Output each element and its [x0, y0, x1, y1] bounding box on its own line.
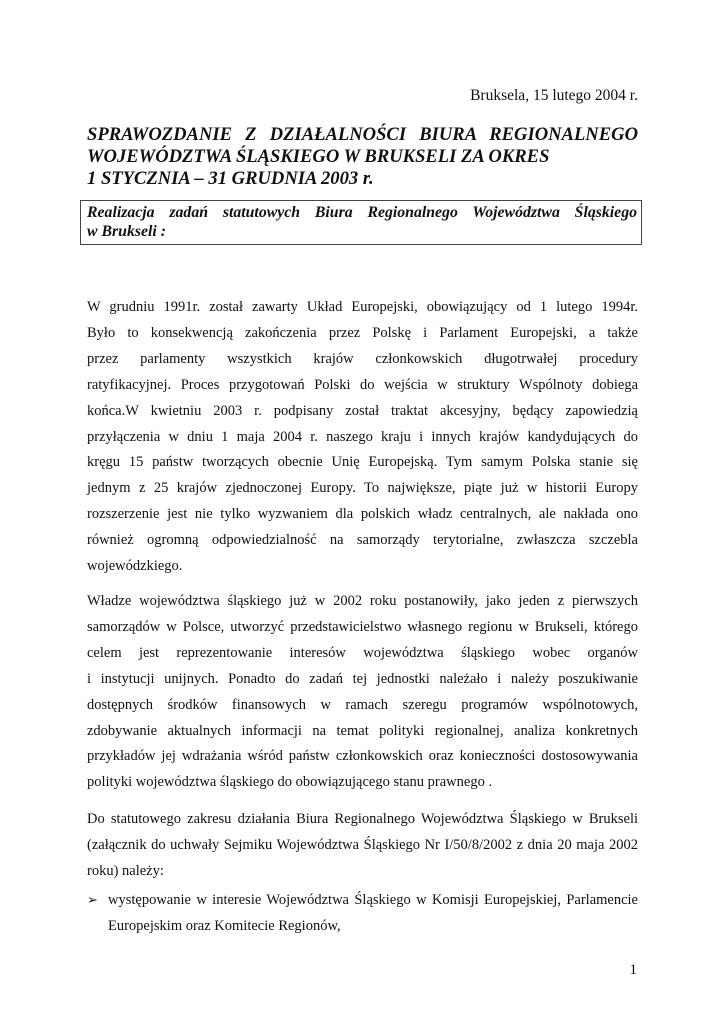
paragraph-line: ratyfikacyjnej. Proces przygotowań Polski do wejścia w struktury Wspólnoty dobiega [87, 376, 638, 393]
paragraph-line: i instytucji unijnych. Ponadto do zadań tej jednostki należało i należy poszukiwanie [87, 670, 638, 687]
paragraph-line: końca.W kwietniu 2003 r. podpisany został traktat akcesyjny, będący zapowiedzią [87, 402, 638, 419]
bullet-text [108, 887, 638, 939]
paragraph-line: jednym z 25 krajów zjednoczonej Europy. To największe, piąte już w historii Europy [87, 480, 638, 497]
title-line: WOJEWÓDZTWA ŚLĄSKIEGO W BRUKSELI ZA OKRES [87, 146, 550, 167]
paragraph-regional-office [87, 589, 638, 796]
paragraph-line: kręgu 15 państw tworzących obecnie Unię Europejską. Tym samym Polska stanie się [87, 454, 638, 471]
bullet-list-item [87, 887, 638, 939]
paragraph-line: celem jest reprezentowanie interesów województwa śląskiego wobec organów [87, 644, 638, 661]
document-date: Bruksela, 15 lutego 2004 r. [470, 87, 638, 104]
paragraph-line: dostępnych środków finansowych w ramach szeregu programów wspólnotowych, [87, 696, 638, 713]
paragraph-line: przez parlamenty wszystkich krajów członkowskich długotrwałej procedury [87, 350, 638, 367]
arrow-bullet-icon: ➢ [87, 892, 98, 907]
bullet-line: występowanie w interesie Województwa Śląskiego w Komisji Europejskiej, Parlamencie [108, 892, 638, 908]
paragraph-line: polityki województwa śląskiego do obowiązującego stanu prawnego . [87, 774, 493, 791]
bullet-line: Europejskim oraz Komitecie Regionów, [108, 918, 341, 934]
section-heading-box [80, 200, 642, 245]
title-line: 1 STYCZNIA – 31 GRUDNIA 2003 r. [87, 168, 374, 189]
paragraph-line: rozszerzenie jest nie tylko wyzwaniem dla polskich władz centralnych, ale nakłada ono [87, 506, 638, 523]
paragraph-line: samorządów w Polsce, utworzyć przedstawicielstwo własnego regionu w Brukseli, którego [87, 618, 638, 635]
title-line: SPRAWOZDANIE Z DZIAŁALNOŚCI BIURA REGIONALNEGO [87, 124, 638, 145]
paragraph-line: W grudniu 1991r. został zawarty Układ Europejski, obowiązujący od 1 lutego 1994r. [87, 299, 638, 315]
document-title [87, 124, 638, 190]
paragraph-statutory-scope [87, 807, 638, 885]
paragraph-eu-accession [87, 295, 638, 580]
section-heading-line: Realizacja zadań statutowych Biura Regionalnego Województwa Śląskiego [87, 204, 637, 221]
paragraph-line: (załącznik do uchwały Sejmiku Województwa Śląskiego Nr I/50/8/2002 z dnia 20 maja 2002 [87, 836, 638, 853]
paragraph-line: przyłączenia w dniu 1 maja 2004 r. naszego kraju i innych krajów kandydujących do [87, 428, 638, 445]
paragraph-line: Władze województwa śląskiego już w 2002 roku postanowiły, jako jeden z pierwszych [87, 593, 638, 609]
paragraph-line: również ogromną odpowiedzialność na samorządy terytorialne, zwłaszcza szczebla [87, 532, 638, 549]
paragraph-line: roku) należy: [87, 862, 164, 879]
paragraph-line: przykładów jej wdrażania wśród państw członkowskich oraz konieczności dostosowywania [87, 748, 638, 765]
paragraph-line: zdobywanie aktualnych informacji na temat polityki regionalnej, analiza konkretnych [87, 722, 638, 739]
page-number: 1 [629, 962, 637, 978]
section-heading-line: w Brukseli : [87, 223, 166, 240]
paragraph-line: wojewódzkiego. [87, 558, 183, 575]
paragraph-line: Było to konsekwencją zakończenia przez Polskę i Parlament Europejski, a także [87, 324, 638, 341]
paragraph-line: Do statutowego zakresu działania Biura Regionalnego Województwa Śląskiego w Brukseli [87, 811, 638, 827]
